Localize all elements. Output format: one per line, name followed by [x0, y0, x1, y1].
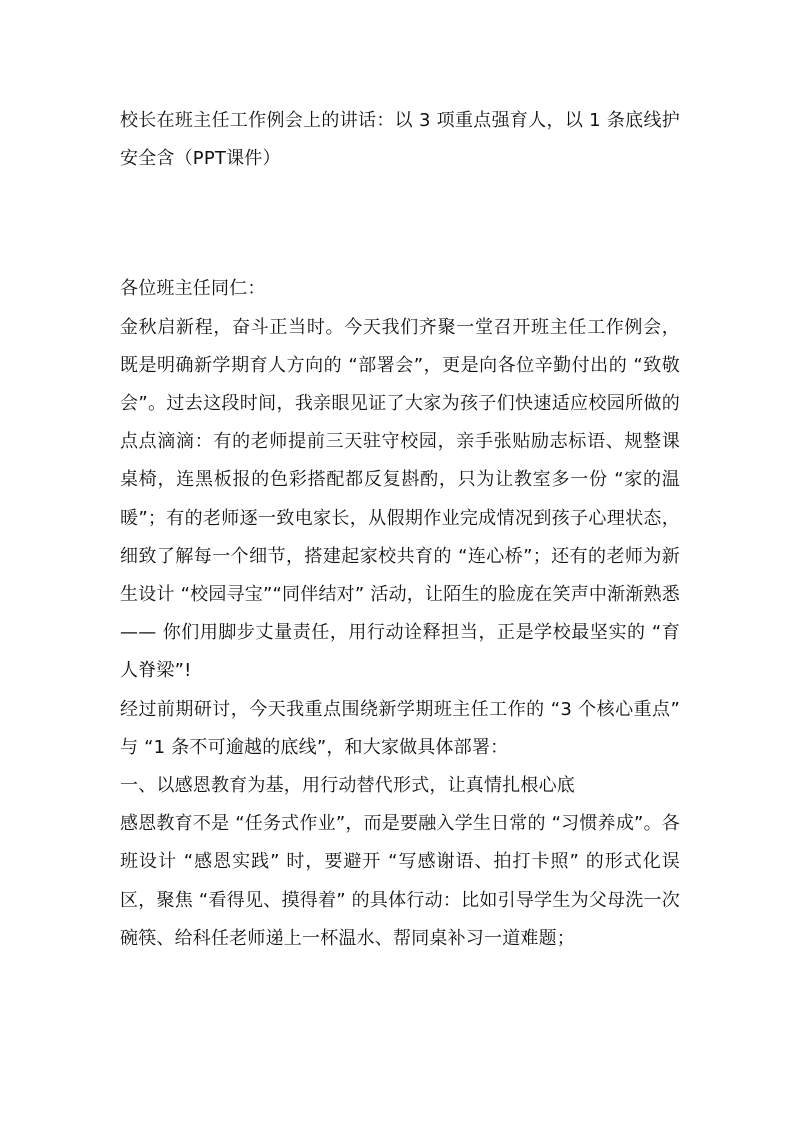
- paragraph-overview: 经过前期研讨，今天我重点围绕新学期班主任工作的 “3 个核心重点” 与 “1 条不可逾越的底线”，和大家做具体部署：: [120, 698, 680, 758]
- document-body: [120, 102, 680, 958]
- paragraph-gratitude: 感恩教育不是 “任务式作业”，而是要融入学生日常的 “习惯养成”。各班设计 “感恩实践” 时，要避开 “写感谢语、拍打卡照” 的形式化误区，聚焦 “看得见、摸得着” 的具体行动：比如引导学生为父母洗一次碗筷、给科任老师递上一杯温水、帮同桌补习一道难题；: [120, 813, 680, 949]
- section-heading-1: 一、以感恩教育为基，用行动替代形式，让真情扎根心底: [120, 775, 575, 797]
- paragraph-intro: 金秋启新程，奋斗正当时。今天我们齐聚一堂召开班主任工作例会，既是明确新学期育人方向的 “部署会”，更是向各位辛勤付出的 “致敬会”。过去这段时间，我亲眼见证了大家为孩子们快速适应校园所做的点点滴滴：有的老师提前三天驻守校园，亲手张贴励志标语、规整课桌椅，连黑板报的色彩搭配都反复斟酌，只为让教室多一份 “家的温暖”；有的老师逐一致电家长，从假期作业完成情况到孩子心理状态，细致了解每一个细节，搭建起家校共育的 “连心桥”；还有的老师为新生设计 “校园寻宝”“同伴结对” 活动，让陌生的脸庞在笑声中渐渐熟悉 —— 你们用脚步丈量责任，用行动诠释担当，正是学校最坚实的 “育人脊梁”!: [120, 316, 680, 682]
- document-title: 校长在班主任工作例会上的讲话：以 3 项重点强育人，以 1 条底线护安全含（PPT课件）: [120, 110, 680, 170]
- salutation: 各位班主任同仁：: [120, 278, 266, 300]
